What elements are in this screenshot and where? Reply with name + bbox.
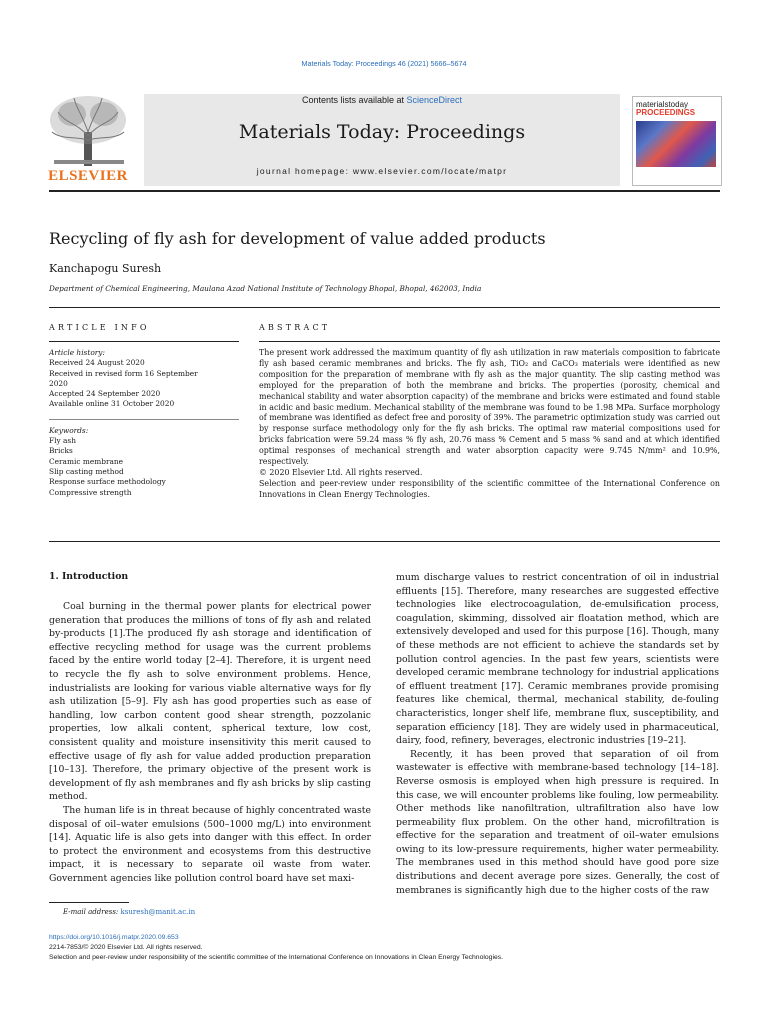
elsevier-logo[interactable]	[46, 92, 130, 184]
journal-citation[interactable]: Materials Today: Proceedings 46 (2021) 5666–5674	[301, 59, 467, 68]
history-item: Received in revised form 16 September	[49, 368, 198, 378]
section-heading: 1. Introduction	[49, 571, 129, 582]
email-label: E-mail address:	[63, 908, 121, 916]
keywords-label: Keywords:	[49, 425, 89, 435]
author-email	[63, 908, 195, 916]
cover-image	[636, 121, 716, 167]
article-info	[49, 348, 239, 498]
elsevier-tree-icon	[46, 92, 130, 168]
footer-review: Selection and peer-review under responsibility of the scientific committee of the International Conference on Innovations in Clean Energy Technologies.	[49, 954, 504, 961]
keyword: Compressive strength	[49, 487, 132, 497]
history-item: Available online 31 October 2020	[49, 399, 175, 409]
header-rule	[49, 190, 720, 192]
contents-prefix: Contents lists available at	[301, 95, 407, 105]
abstract-rule	[259, 341, 720, 342]
paragraph: mum discharge values to restrict concentration of oil in industrial effluents [15]. Therefore, many researches are suggested effective technologies like electrocoagulation, de-emulsification process, coagulation, skimming, dissolved air floatation method, which are extensively developed and used for this purpose [16]. Though, many of these methods are not efficient to achieve the standards set by pollution control agencies. In the past few years, scientists were developed ceramic membrane technology for industrial applications of effluent treatment [17]. Ceramic membranes provide promising features like chemical, thermal, mechanical stability, de-fouling characteristics, longer shelf life, membrane flux, susceptibility, and separation efficiency [18]. They are widely used in pharmaceutical, dairy, food, refinery, beverages, electronic industries [19–21].	[396, 572, 719, 747]
publisher-name: ELSEVIER	[48, 168, 128, 184]
sciencedirect-link[interactable]: ScienceDirect	[406, 95, 463, 105]
abstract-end-rule	[49, 541, 720, 542]
doi-link[interactable]: https://doi.org/10.1016/j.matpr.2020.09.653	[49, 934, 179, 941]
abstract-text: The present work addressed the maximum quantity of fly ash utilization in raw materials composition to fabricate fly ash based ceramic membranes and bricks. The fly ash, TiO₂ and CaCO₃ materials were identified as new composition for the preparation of membrane with fly ash as the major quantity. The slip casting method was employed for the preparation of both the membrane and bricks. The properties (porosity, chemical and mechanical stability and water absorption capacity) of the membrane and bricks were estimated and found stable in acidic and basic medium. Mechanical stability of the membrane was found to be 1.98 MPa. Surface morphology of membrane was identified as defect free and porosity of 39%. The parametric optimization study was carried out by response surface methodology only for the fly ash bricks. The optimal raw material compositions used for bricks fabrication were 59.24 mass % fly ash, 20.76 mass % Cement and 5 mass % sand and at which identified optimal responses of mechanical strength and water absorption capacity were 9.745 N/mm² and 10.9%, respectively.	[259, 348, 720, 467]
footnote-rule	[49, 902, 129, 903]
paragraph: Coal burning in the thermal power plants for electrical power generation that produces the millions of tons of fly ash and related by-products [1].The produced fly ash storage and identification of effective recycling method for usage was the current problems faced by the entire world today [2–4]. Therefore, it is urgent need to recycle the fly ash to solve environment problems. Hence, industrialists are looking for various viable alternative ways for fly ash utilization [5–9]. Fly ash has good properties such as ease of handling, low carbon content good shear strength, pozzolanic properties, low alkali content, spherical texture, low cost, consistent quality and moisture insensitivity this merit caused to effective usage of fly ash for value added production preparation [10–13]. Therefore, the primary objective of the present work is development of fly ash membranes and fly ash bricks by slip casting method.	[49, 601, 371, 803]
article-author: Kanchapogu Suresh	[49, 262, 162, 275]
cover-brand: materialstoday	[636, 100, 689, 109]
cover-subtitle: PROCEEDINGS	[636, 108, 696, 117]
keyword: Response surface methodology	[49, 477, 166, 487]
keyword: Slip casting method	[49, 466, 124, 476]
abstract-heading: ABSTRACT	[259, 323, 331, 332]
paragraph: The human life is in threat because of highly concentrated waste disposal of oil–water emulsions (500–1000 mg/L) into environment [14]. Aquatic life is also gets into danger with this effect. In order to protect the environment and ecosystems from this destructive impact, it is necessary to separate oil waste from water. Government agencies like pollution control board have set maxi-	[49, 804, 371, 884]
keywords-divider	[49, 419, 239, 420]
keyword: Fly ash	[49, 436, 76, 446]
article-title: Recycling of fly ash for development of value added products	[49, 229, 546, 248]
body-column-right	[396, 571, 719, 897]
history-item: Accepted 24 September 2020	[49, 389, 161, 399]
article-info-heading: ARTICLE INFO	[49, 323, 150, 332]
author-affiliation: Department of Chemical Engineering, Maulana Azad National Institute of Technology Bhopal, Bhopal, 462003, India	[49, 284, 482, 293]
email-link[interactable]: ksuresh@manit.ac.in	[120, 908, 196, 916]
info-rule	[49, 341, 239, 342]
abstract-review: Selection and peer-review under responsibility of the scientific committee of the International Conference on Innovations in Clean Energy Technologies.	[259, 478, 720, 499]
contents-line	[144, 95, 620, 105]
history-item: Received 24 August 2020	[49, 358, 145, 368]
abstract-body	[259, 348, 720, 501]
journal-homepage[interactable]: journal homepage: www.elsevier.com/locate/matpr	[256, 166, 508, 176]
journal-cover[interactable]	[632, 96, 722, 186]
cover-title	[636, 101, 695, 117]
keyword: Ceramic membrane	[49, 456, 124, 466]
history-item: 2020	[49, 378, 68, 388]
abstract-copyright: © 2020 Elsevier Ltd. All rights reserved.	[259, 467, 423, 477]
title-rule	[49, 307, 720, 308]
keyword: Bricks	[49, 446, 73, 456]
body-column-left	[49, 600, 371, 885]
history-label: Article history:	[49, 348, 105, 357]
journal-title: Materials Today: Proceedings	[238, 121, 526, 143]
paragraph: Recently, it has been proved that separation of oil from wastewater is effective with membrane-based technology [14–18]. Reverse osmosis is employed when high pressure is required. In this case, we will encounter problems like fouling, low permeability. Other methods like nanofiltration, ultrafiltration also have low permeability flux problem. On the other hand, microfiltration is effective for the separation and treatment of oil–water emulsions owing to its low-pressure requirements, higher water permeability. The membranes used in this method should have good pore size distributions and decent average pore sizes. Generally, the cost of membranes is significantly high due to the higher costs of the raw	[396, 748, 719, 896]
issn-line: 2214-7853/© 2020 Elsevier Ltd. All rights reserved.	[49, 944, 203, 951]
